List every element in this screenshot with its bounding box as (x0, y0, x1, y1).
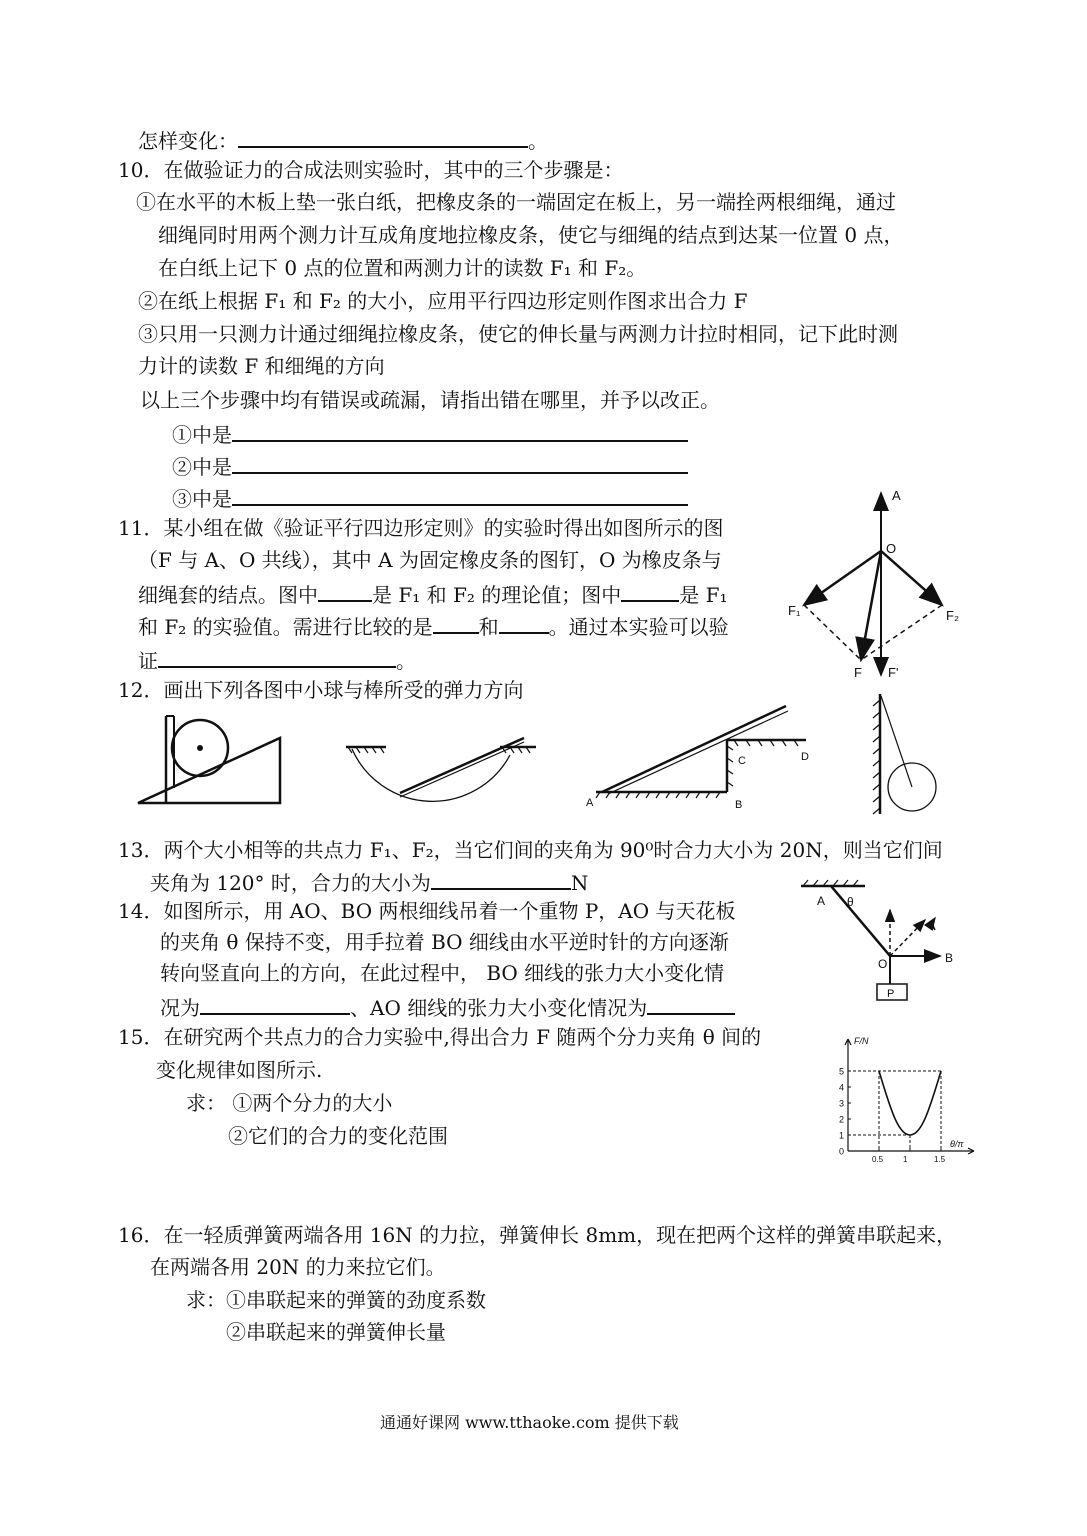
hanging-ball-figure (860, 690, 950, 820)
q10-step3-line1: ③只用一只测力计通过细绳拉橡皮条，使它的伸长量与两测力计拉时相同，记下此时测 (138, 322, 898, 346)
answer-blank[interactable] (232, 450, 688, 474)
label-p: P (887, 988, 895, 1000)
q10-step3-line2: 力计的读数 F 和细绳的方向 (138, 354, 385, 378)
q14-line3: 转向竖直向上的方向，在此过程中， BO 细线的张力大小变化情 (160, 961, 725, 985)
page-footer: 通通好课网 www.tthaoke.com 提供下载 (380, 1413, 679, 1432)
answer-blank[interactable] (621, 578, 679, 602)
q14-line1: 14．如图所示，用 AO、BO 两根细线吊着一个重物 P，AO 与天花板 (118, 899, 736, 923)
bowl-arc (352, 749, 510, 801)
q13-line2: 夹角为 120° 时，合力的大小为 N (150, 866, 588, 897)
q10-question: 以上三个步骤中均有错误或疏漏，请指出错在哪里，并予以改正。 (140, 388, 720, 412)
label-f2: F₂ (946, 608, 959, 623)
rod-line (400, 738, 524, 793)
q15-ask1: 求： ①两个分力的大小 (186, 1091, 393, 1115)
y-tick-label: 4 (839, 1082, 845, 1093)
q11-line4: 和 F₂ 的实验值。需进行比较的是 和 。通过本实验可以验 (138, 610, 729, 641)
series-line (879, 1071, 941, 1135)
q10-step2: ②在纸上根据 F₁ 和 F₂ 的大小，应用平行四边形定则作图求出合力 F (138, 289, 748, 313)
y-tick-label: 2 (839, 1114, 845, 1125)
dashed-line (861, 605, 942, 660)
y-tick-label: 3 (839, 1098, 845, 1109)
label-f: F (854, 665, 862, 680)
label-c: C (738, 755, 746, 767)
q10-answer-3: ③中是 (172, 482, 688, 513)
y-tick-label: 0 (839, 1146, 845, 1157)
x-tick-label: 0.5 (872, 1155, 884, 1164)
answer-blank[interactable] (433, 610, 479, 634)
q15-line2: 变化规律如图所示. (156, 1058, 323, 1082)
q11-line2: （F 与 A、O 共线），其中 A 为固定橡皮条的图钉，O 为橡皮条与 (138, 548, 722, 572)
q16-line2: 在两端各用 20N 的力来拉它们。 (150, 1255, 446, 1279)
label-theta: θ (847, 895, 854, 909)
label-d: D (801, 751, 809, 763)
force-f1-arrow (804, 551, 881, 605)
x-tick-label: 1 (903, 1155, 908, 1164)
rod-in-bowl-figure (340, 735, 540, 835)
string-line (881, 696, 912, 787)
q10-answer-2: ②中是 (172, 450, 688, 481)
q15-ask2: ②它们的合力的变化范围 (228, 1124, 448, 1148)
q11-line1: 11．某小组在做《验证平行四边形定则》的实验时得出如图所示的图 (118, 516, 724, 540)
label-b: B (735, 799, 743, 811)
label-o: O (878, 957, 888, 971)
q11-line5: 证 。 (138, 644, 416, 675)
q10-step1-line2: 细绳同时用两个测力计互成角度地拉橡皮条，使它与细绳的结点到达某一位置 0 点， (158, 223, 904, 247)
label-f1: F₁ (788, 603, 801, 618)
answer-blank[interactable] (158, 644, 396, 668)
force-angle-chart (828, 1035, 978, 1165)
label-b: B (945, 951, 954, 965)
label-a: A (892, 488, 901, 503)
q16-line1: 16．在一轻质弹簧两端各用 16N 的力拉，弹簧伸长 8mm，现在把两个这样的弹簧串联起来， (118, 1223, 957, 1247)
q10-answer-1: ①中是 (172, 418, 688, 449)
label-f-prime: F' (888, 665, 899, 680)
q13-line1: 13．两个大小相等的共点力 F₁、F₂，当它们间的夹角为 90⁰时合力大小为 20N，则当它们间 (118, 838, 943, 862)
label-a: A (817, 894, 826, 908)
q15-line1: 15．在研究两个共点力的合力实验中,得出合力 F 随两个分力夹角 θ 间的 (118, 1025, 762, 1049)
x-axis-label: θ/π (950, 1139, 964, 1149)
answer-blank[interactable] (318, 578, 372, 602)
q14-line2: 的夹角 θ 保持不变，用手拉着 BO 细线由水平逆时针的方向逐渐 (160, 930, 729, 954)
answer-blank[interactable] (200, 991, 350, 1015)
q10-step1-line3: 在白纸上记下 0 点的位置和两测力计的读数 F₁ 和 F₂。 (158, 256, 647, 280)
label-o: O (886, 541, 897, 556)
q16-ask2: ②串联起来的弹簧伸长量 (226, 1320, 446, 1344)
force-f2-arrow (881, 551, 942, 605)
answer-blank[interactable] (232, 482, 688, 506)
rod-on-step-figure (578, 700, 818, 812)
dashed-line (804, 605, 861, 660)
rod-line (602, 706, 786, 792)
q16-ask1: 求：①串联起来的弹簧的劲度系数 (186, 1288, 486, 1312)
hanging-weight-figure (795, 878, 975, 1008)
answer-blank[interactable] (647, 991, 735, 1015)
ball-on-incline-figure (130, 708, 290, 808)
answer-blank[interactable] (431, 866, 571, 890)
answer-blank[interactable] (238, 124, 528, 148)
force-parallelogram-figure (780, 485, 970, 690)
q9-tail-line: 怎样变化： 。 (138, 124, 548, 155)
rope-ao (831, 886, 890, 956)
label-a: A (586, 797, 594, 809)
q10-step1-line1: ①在水平的木板上垫一张白纸，把橡皮条的一端固定在板上，另一端拴两根细绳，通过 (136, 190, 896, 214)
x-tick-label: 1.5 (934, 1155, 946, 1164)
rotate-arrow-icon (933, 918, 935, 930)
y-axis-label: F/N (854, 1036, 869, 1046)
q14-line4: 况为 、AO 细线的张力大小变化情况为 (160, 991, 735, 1022)
q11-line3: 细绳套的结点。图中 是 F₁ 和 F₂ 的理论值；图中 是 F₁ (138, 578, 727, 609)
answer-blank[interactable] (499, 610, 549, 634)
force-f-arrow (861, 551, 881, 660)
y-tick-label: 1 (839, 1130, 845, 1141)
answer-blank[interactable] (232, 418, 688, 442)
q12-stem: 12．画出下列各图中小球与棒所受的弹力方向 (118, 678, 524, 702)
q10-stem: 10．在做验证力的合成法则实验时，其中的三个步骤是： (118, 158, 624, 182)
y-tick-label: 5 (839, 1066, 845, 1077)
